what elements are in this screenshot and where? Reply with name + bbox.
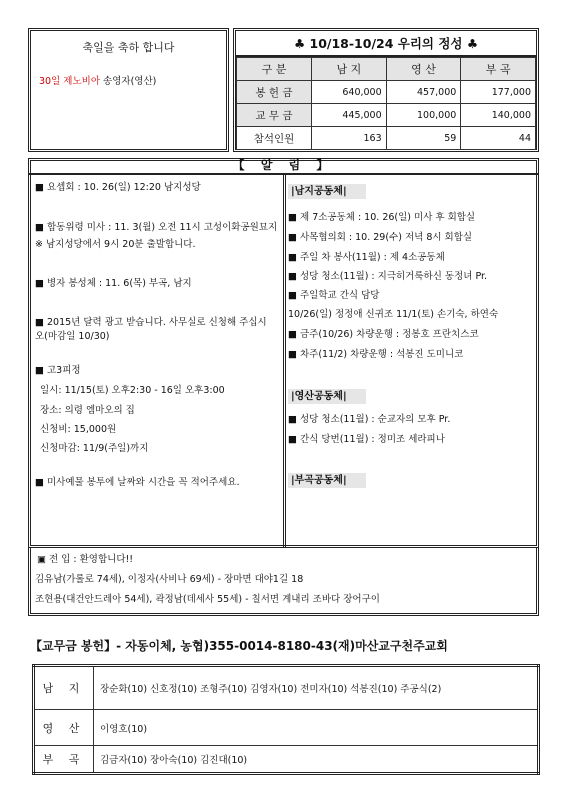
offering-cell: 163: [312, 127, 387, 150]
offering-cell: 445,000: [312, 104, 387, 127]
pledge-parish: 부 곡: [34, 746, 94, 774]
pledge-parish: 남 지: [34, 666, 94, 710]
pledge-row: [34, 746, 539, 774]
offering-header: 남 지: [312, 58, 387, 81]
offering-row: [237, 81, 536, 104]
offering-title: ♣ 10/18-10/24 우리의 정성 ♣: [236, 31, 536, 57]
namji-section-title: |남지공동체|: [288, 184, 366, 199]
offering-row-label: 봉 헌 금: [237, 81, 312, 104]
birthday-entry: [39, 73, 226, 87]
pledge-members: 장순화(10) 신호정(10) 조형주(10) 김영자(10) 전미자(10) 석봉진(10) 주공식(2): [94, 666, 539, 710]
yeongsan-item: ■ 간식 당번(11월) : 정미조 세라피나: [288, 434, 445, 445]
namji-item: ■ 차주(11/2) 차량운행 : 석봉진 도미니코: [288, 349, 464, 360]
offering-header: 구 분: [237, 58, 312, 81]
offering-row-label: 참석인원: [237, 127, 312, 150]
birthday-date: 30일: [39, 76, 61, 87]
offering-row: [237, 104, 536, 127]
pledge-row: [34, 666, 539, 710]
namji-item: ■ 주일 차 봉사(11월) : 제 4소공동체: [288, 252, 445, 263]
yeongsan-item: ■ 성당 청소(11월) : 순교자의 모후 Pr.: [288, 414, 451, 425]
offering-row-label: 교 무 금: [237, 104, 312, 127]
offering-cell: 100,000: [386, 104, 461, 127]
offering-cell: 44: [461, 127, 536, 150]
pledge-members: 이영호(10): [94, 710, 539, 746]
pledge-row: [34, 710, 539, 746]
yeongsan-section-title: |영산공동체|: [288, 389, 366, 404]
namji-item: ■ 사목협의회 : 10. 29(수) 저녁 8시 회합실: [288, 232, 473, 243]
birthday-saint: 제노비아: [63, 76, 101, 87]
namji-item: ■ 금주(10/26) 차량운행 : 정봉호 프란치스코: [288, 329, 479, 340]
notice-divider: [283, 175, 286, 548]
welcome-box: [28, 548, 539, 616]
namji-item: ■ 성당 청소(11월) : 지극히거룩하신 동정녀 Pr.: [288, 271, 488, 282]
notice-title: 【 알 림 】: [28, 158, 539, 175]
offering-table: [233, 28, 539, 152]
birthday-title: 축일을 축하 합니다: [82, 41, 175, 54]
welcome-title: ▣ 전 입 : 환영합니다!!: [37, 554, 134, 565]
offering-cell: 59: [386, 127, 461, 150]
notice-item: ■ 미사예물 봉투에 날짜와 시간을 꼭 적어주세요.: [35, 477, 240, 488]
notice-item: ■ 2015년 달력 광고 받습니다. 사무실로 신청해 주십시: [35, 317, 267, 328]
namji-item: 10/26(일) 정정애 신귀조 11/1(토) 손기숙, 하연숙: [288, 309, 499, 320]
welcome-line: 김유남(가롤로 74세), 이정자(사비나 69세) - 장마면 대야1길 18: [35, 574, 304, 585]
notice-item: ■ 병자 봉성체 : 11. 6(목) 부곡, 남지: [35, 278, 192, 289]
offering-header: 부 곡: [461, 58, 536, 81]
account-heading: 【교무금 봉헌】- 자동이체, 농협)355-0014-8180-43(재)마산교구천주교회: [30, 639, 448, 653]
notice-item: 신청비: 15,000원: [40, 424, 117, 435]
pledge-parish: 영 산: [34, 710, 94, 746]
namji-item: ■ 제 7소공동체 : 10. 26(일) 미사 후 회합실: [288, 212, 476, 223]
offering-cell: 457,000: [386, 81, 461, 104]
offering-cell: 140,000: [461, 104, 536, 127]
welcome-line: 조현용(대건안드레아 54세), 곽정남(데세사 55세) - 칠서면 계내리 조바다 장어구이: [35, 594, 380, 605]
pledge-members: 김금자(10) 장아숙(10) 김진대(10): [94, 746, 539, 774]
offering-header: 영 산: [386, 58, 461, 81]
notice-item: 오(마감일 10/30): [35, 331, 110, 342]
notice-item: 신청마감: 11/9(주일)까지: [40, 443, 149, 454]
notice-item: ■ 고3피정: [35, 365, 81, 376]
notice-item: ■ 합동위령 미사 : 11. 3(월) 오전 11시 고성이화공원묘지: [35, 222, 278, 233]
bugok-section-title: |부곡공동체|: [288, 473, 366, 488]
notice-item: ■ 요셉회 : 10. 26(일) 12:20 남지성당: [35, 182, 201, 193]
notice-item: 장소: 의령 엠마오의 집: [40, 405, 135, 416]
notice-item: ※ 남지성당에서 9시 20분 출발합니다.: [35, 239, 196, 250]
notice-item: 일시: 11/15(토) 오후2:30 - 16일 오후3:00: [40, 385, 225, 396]
namji-item: ■ 주일학교 간식 담당: [288, 290, 380, 301]
offering-header-row: [237, 58, 536, 81]
offering-cell: 177,000: [461, 81, 536, 104]
pledge-table: [32, 664, 540, 775]
birthday-person: 송영자(영산): [103, 76, 157, 87]
offering-row: [237, 127, 536, 150]
birthday-box: [28, 28, 229, 152]
offering-cell: 640,000: [312, 81, 387, 104]
